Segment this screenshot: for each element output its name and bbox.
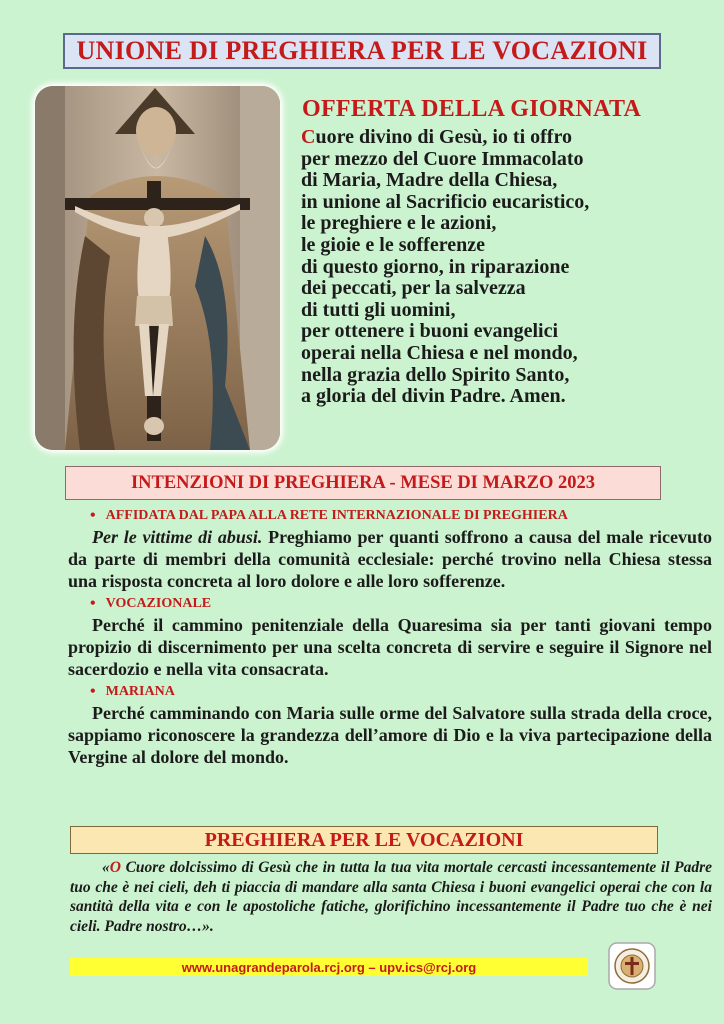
page-title: UNIONE DI PREGHIERA PER LE VOCAZIONI <box>76 36 648 65</box>
offerta-line: di questo giorno, in riparazione <box>301 255 570 278</box>
intentions-title: INTENZIONI DI PREGHIERA - MESE DI MARZO 2023 <box>130 472 596 493</box>
intentions-list <box>68 506 712 770</box>
section-heading-vocazionale <box>90 594 712 614</box>
section-text-papa <box>68 526 712 592</box>
bullet-icon: • <box>90 595 96 612</box>
section-text-mariana: Perché camminando con Maria sulle orme del Salvatore sulla strada della croce, sappiamo riconoscere la grandezza dell’amore di Dio e la viva partecipazione della Vergine al dolore del mondo. <box>68 703 712 767</box>
offerta-prayer <box>301 127 701 408</box>
offerta-line <box>301 127 701 149</box>
bullet-icon: • <box>90 683 96 700</box>
offerta-line: le gioie e le sofferenze <box>301 233 485 256</box>
section-lead: Per le vittime di abusi. <box>92 527 263 547</box>
crucifix-image <box>35 86 280 450</box>
seal-icon <box>608 942 656 990</box>
prayer-body: Cuore dolcissimo di Gesù che in tutta la tua vita mortale cercasti incessantemente il Padre tuo che è nei cieli, deh ti piaccia di mandare alla santa Chiesa i buoni evangelici operai che con la santità della vita e con le apostoliche fatiche, glorifichino incessantemente il Padre tuo che è nei cieli. Padre nostro…». <box>70 859 712 935</box>
open-quote: « <box>102 859 110 876</box>
offerta-line: in unione al Sacrificio eucaristico, <box>301 190 590 213</box>
bullet-icon: • <box>90 507 96 524</box>
offerta-line: nella grazia dello Spirito Santo, <box>301 363 570 386</box>
section-heading-label: AFFIDATA DAL PAPA ALLA RETE INTERNAZIONALE DI PREGHIERA <box>105 508 568 523</box>
offerta-line: di Maria, Madre della Chiesa, <box>301 169 558 192</box>
prayer-title-box <box>70 826 658 854</box>
section-heading-label: MARIANA <box>105 684 175 699</box>
prayer-initial: O <box>109 859 121 876</box>
crucifix-photo <box>35 86 280 450</box>
prayer-title: PREGHIERA PER LE VOCAZIONI <box>204 828 524 851</box>
offerta-line: per ottenere i buoni evangelici <box>301 320 559 343</box>
section-body: Preghiamo per quanti soffrono a causa del male ricevuto da parte di membri della comunità ecclesiale: perché trovino nella Chiesa stessa una risposta concreta al loro dolore e alle loro sofferenze. <box>68 527 712 591</box>
section-heading-papa <box>90 506 712 526</box>
footer-links[interactable]: www.unagrandeparola.rcj.org – upv.ics@rcj.org <box>181 959 477 975</box>
seal-logo <box>608 942 656 990</box>
offerta-first-line: uore divino di Gesù, io ti offro <box>315 126 572 148</box>
offerta-line: le preghiere e le azioni, <box>301 212 497 235</box>
offerta-line: per mezzo del Cuore Immacolato <box>301 147 584 170</box>
dropcap-letter: C <box>301 126 316 148</box>
offerta-line: dei peccati, per la salvezza <box>301 277 526 300</box>
section-heading-mariana <box>90 682 712 702</box>
vocations-prayer <box>70 858 712 936</box>
intentions-title-box <box>65 466 661 500</box>
offerta-line: di tutti gli uomini, <box>301 298 456 321</box>
offerta-title: OFFERTA DELLA GIORNATA <box>302 96 642 122</box>
section-text-vocazionale: Perché il cammino penitenziale della Quaresima sia per tanti giovani tempo propizio di discernimento per una scelta concreta di servire e seguire il Signore nel sacerdozio e nella vita consacrata. <box>68 615 712 679</box>
header-title-box <box>63 33 661 69</box>
offerta-line: a gloria del divin Padre. Amen. <box>301 385 566 408</box>
section-heading-label: VOCAZIONALE <box>105 596 212 611</box>
offerta-line: operai nella Chiesa e nel mondo, <box>301 341 578 364</box>
footer-bar <box>70 958 588 976</box>
